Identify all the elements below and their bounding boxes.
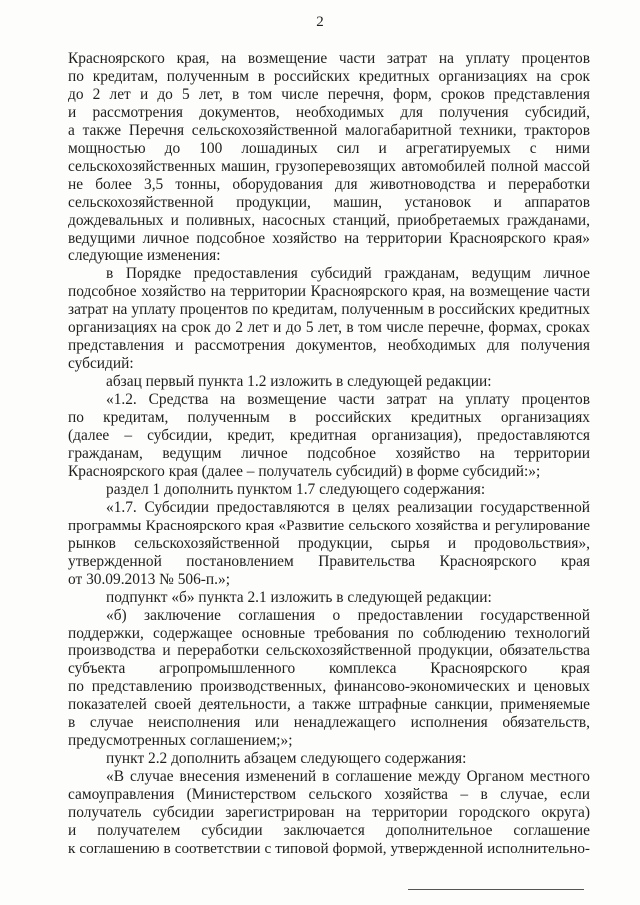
text-line: предусмотренных соглашением;»; xyxy=(68,732,293,750)
text-line: пункт 2.2 дополнить абзацем следующего содержания: xyxy=(106,750,467,768)
text-line: в Порядке предоставления субсидий гражданам, ведущим личное xyxy=(106,265,590,283)
text-line: мощностью до 100 лошадиных сил и агрегатируемых с ними xyxy=(68,139,590,157)
text-line: от 30.09.2013 № 506-п.»; xyxy=(68,570,230,588)
text-line: «1.2. Средства на возмещение части затрат на уплату процентов xyxy=(106,391,590,409)
text-line: (далее – субсидии, кредит, кредитная организация), предоставляются xyxy=(68,427,590,445)
text-line: утвержденной постановлением Правительства Красноярского края xyxy=(68,552,590,570)
text-line: представления и рассмотрения документов, необходимых для получения xyxy=(68,337,590,355)
document-body xyxy=(68,50,590,858)
text-line: программы Красноярского края «Развитие сельского хозяйства и регулирование xyxy=(68,516,590,534)
text-line: до 2 лет и до 5 лет, в том числе перечня, форм, сроков представления xyxy=(68,85,590,103)
text-line: подсобное хозяйство на территории Красноярского края, на возмещение части xyxy=(68,283,590,301)
text-line: субъекта агропромышленного комплекса Красноярского края xyxy=(68,660,590,678)
text-line: поддержки, содержащее основные требования по соблюдению технологий xyxy=(68,624,590,642)
text-line: «б) заключение соглашения о предоставлении государственной xyxy=(106,606,590,624)
text-line: рынков сельскохозяйственной продукции, сырья и продовольствия», xyxy=(68,534,590,552)
text-line: дождевальных и поливных, насосных станций, приобретаемых гражданами, xyxy=(68,211,590,229)
text-line: показателей своей деятельности, а также штрафные санкции, применяемые xyxy=(68,696,590,714)
text-line: субсидий: xyxy=(68,355,134,373)
text-line: сельскохозяйственной продукции, машин, установок и аппаратов xyxy=(68,193,590,211)
text-line: «В случае внесения изменений в соглашение между Органом местного xyxy=(106,768,590,786)
text-line: абзац первый пункта 1.2 изложить в следующей редакции: xyxy=(106,373,492,391)
text-line: организациях на срок до 2 лет и до 5 лет, в том числе перечне, формах, сроках xyxy=(68,319,590,337)
text-line: и получателем субсидии заключается дополнительное соглашение xyxy=(68,821,590,839)
text-line: получатель субсидии зарегистрирован на территории городского округа) xyxy=(68,804,590,822)
text-line: самоуправления (Министерством сельского хозяйства – в случае, если xyxy=(68,786,590,804)
text-line: сельскохозяйственных машин, грузоперевозящих автомобилей полной массой xyxy=(68,157,590,175)
text-line: гражданам, ведущим личное подсобное хозяйство на территории xyxy=(68,444,590,462)
text-line: к соглашению в соответствии с типовой формой, утвержденной исполнительно- xyxy=(68,839,590,857)
text-line: в случае неисполнения или ненадлежащего исполнения обязательств, xyxy=(68,714,590,732)
text-line: производства и переработки сельскохозяйственной продукции, обязательства xyxy=(68,642,590,660)
text-line: по кредитам, полученным в российских кредитных организациях на срок xyxy=(68,67,590,85)
text-line: раздел 1 дополнить пунктом 1.7 следующего содержания: xyxy=(106,480,486,498)
text-line: по кредитам, полученным в российских кредитных организациях xyxy=(68,409,590,427)
text-line: по представлению производственных, финансово-экономических и ценовых xyxy=(68,678,590,696)
text-line: следующие изменения: xyxy=(68,247,221,265)
text-line: Красноярского края, на возмещение части затрат на уплату процентов xyxy=(68,50,590,67)
text-line: не более 3,5 тонны, оборудования для животноводства и переработки xyxy=(68,175,590,193)
text-line: и рассмотрения документов, необходимых для получения субсидий, xyxy=(68,103,590,121)
text-line: «1.7. Субсидии предоставляются в целях реализации государственной xyxy=(106,498,590,516)
text-line: а также Перечня сельскохозяйственной малогабаритной техники, тракторов xyxy=(68,121,590,139)
text-line: Красноярского края (далее – получатель субсидий) в форме субсидий:»; xyxy=(68,462,541,480)
page-number: 2 xyxy=(316,14,324,30)
text-line: затрат на уплату процентов по кредитам, полученным в российских кредитных xyxy=(68,301,590,319)
text-line: подпункт «б» пункта 2.1 изложить в следующей редакции: xyxy=(106,588,492,606)
text-line: ведущими личное подсобное хозяйство на территории Красноярского края» xyxy=(68,229,590,247)
footer-rule xyxy=(408,889,584,890)
